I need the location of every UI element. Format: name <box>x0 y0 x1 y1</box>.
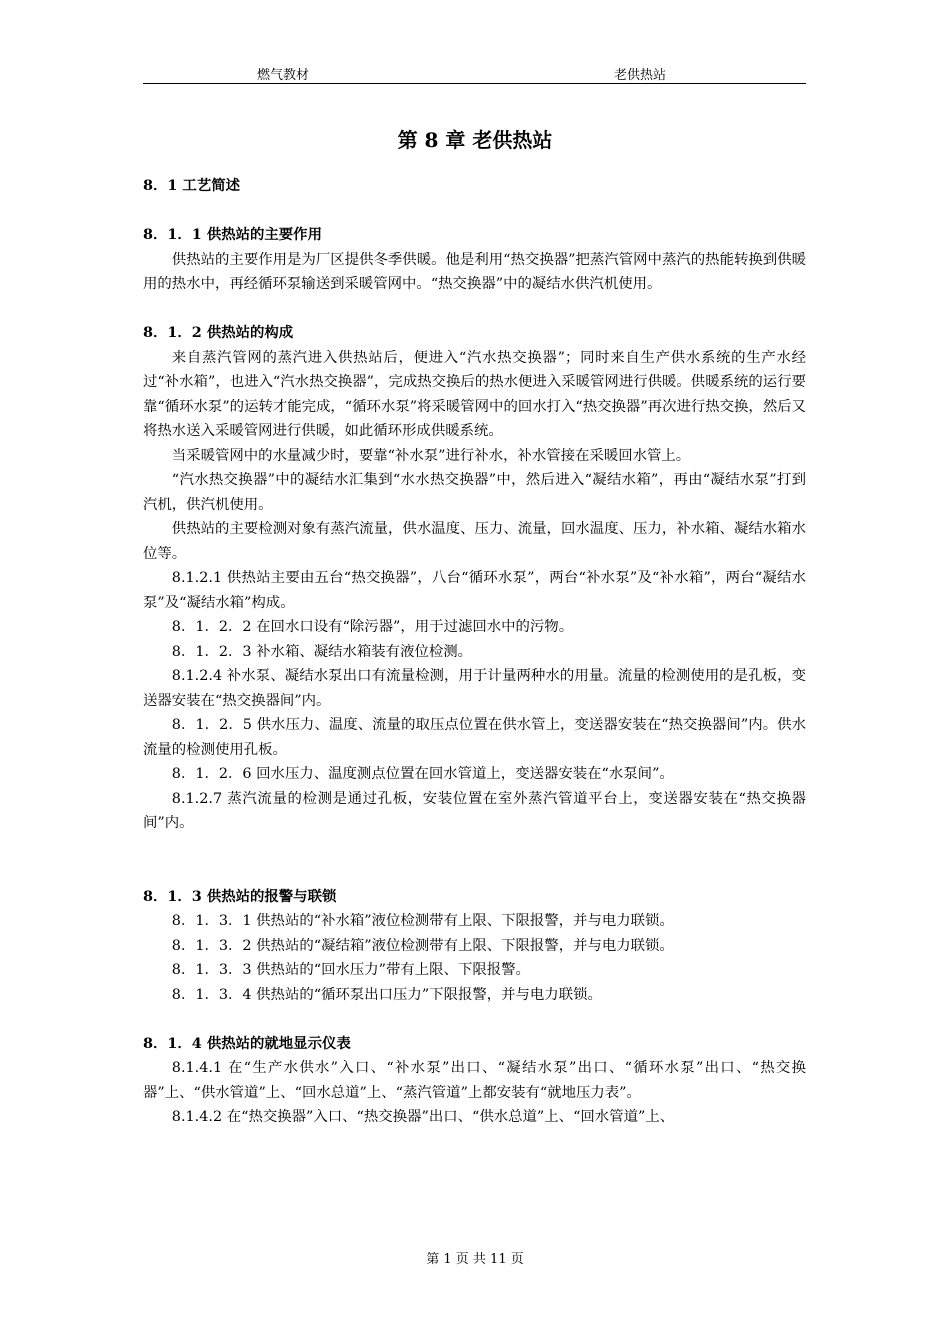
paragraph: 8．1．3．4 供热站的“循环泵出口压力”下限报警，并与电力联锁。 <box>171 986 602 1003</box>
header-right-text: 老供热站 <box>613 68 667 83</box>
paragraph: 8.1.2.7 蒸汽流量的检测是通过孔板，安装位置在室外蒸汽管道平台上，变送器安装在“热交换器间”内。 <box>143 790 806 831</box>
paragraph: 8.1.2.4 补水泵、凝结水泵出口有流量检测，用于计量两种水的用量。流量的检测使用的是孔板，变送器安装在“热交换器间”内。 <box>143 668 806 709</box>
section-heading-8-1: 8．1 工艺简述 <box>143 177 240 194</box>
paragraph: 8.1.4.1 在“生产水供水”入口、“补水泵”出口、“凝结水泵”出口、“循环水泵”出口、“热交换器”上、“供水管道”上、“回水总道”上、“蒸汽管道”上都安装有“就地压力表”。 <box>143 1060 806 1101</box>
paragraph: 8．1．2．5 供水压力、温度、流量的取压点位置在供水管上，变送器安装在“热交换器间”内。供水流量的检测使用孔板。 <box>143 717 806 758</box>
paragraph: “汽水热交换器”中的凝结水汇集到“水水热交换器”中，然后进入“凝结水箱”，再由“凝结水泵”打到汽机，供汽机使用。 <box>143 472 806 513</box>
section-heading-8-1-3: 8．1．3 供热站的报警与联锁 <box>143 887 337 905</box>
spacer <box>143 1007 806 1032</box>
paragraph: 供热站的主要检测对象有蒸汽流量，供水温度、压力、流量，回水温度、压力，补水箱、凝结水箱水位等。 <box>143 521 806 562</box>
document-body <box>143 174 806 1130</box>
paragraph: 供热站的主要作用是为厂区提供冬季供暖。他是利用“热交换器”把蒸汽管网中蒸汽的热能转换到供暖用的热水中，再经循环泵输送到采暖管网中。“热交换器”中的凝结水供汽机使用。 <box>143 251 806 292</box>
page-header <box>143 64 806 84</box>
section-heading-8-1-2: 8．1．2 供热站的构成 <box>143 324 294 341</box>
paragraph: 8．1．3．2 供热站的“凝结箱”液位检测带有上限、下限报警，并与电力联锁。 <box>171 937 674 954</box>
chapter-title: 第 8 章 老供热站 <box>397 128 553 152</box>
paragraph: 8.1.4.2 在“热交换器”入口、“热交换器”出口、“供水总道”上、“回水管道”上、 <box>171 1109 675 1125</box>
page-footer: 第 1 页 共 11 页 <box>426 1252 524 1267</box>
header-left-text: 燃气教材 <box>256 68 310 83</box>
paragraph: 8．1．2．2 在回水口设有“除污器”，用于过滤回水中的污物。 <box>171 619 574 635</box>
spacer <box>143 836 806 885</box>
paragraph: 8．1．3．3 供热站的“回水压力”带有上限、下限报警。 <box>171 962 530 978</box>
paragraph: 8．1．2．3 补水箱、凝结水箱装有液位检测。 <box>171 643 473 660</box>
paragraph: 8．1．2．6 回水压力、温度测点位置在回水管道上，变送器安装在“水泵间”。 <box>171 766 674 782</box>
section-heading-8-1-1: 8．1．1 供热站的主要作用 <box>143 226 322 243</box>
paragraph: 8.1.2.1 供热站主要由五台“热交换器”，八台“循环水泵”，两台“补水泵”及“补水箱”，两台“凝结水泵”及“凝结水箱”构成。 <box>143 570 806 611</box>
spacer <box>143 297 806 322</box>
paragraph: 来自蒸汽管网的蒸汽进入供热站后，便进入“汽水热交换器”；同时来自生产供水系统的生产水经过“补水箱”，也进入“汽水热交换器”，完成热交换后的热水便进入采暖管网进行供暖。供暖系统的运行要靠“循环水泵”的运转才能完成，“循环水泵”将采暖管网中的回水打入“热交换器”再次进行热交换，然后又将热水送入采暖管网进行供暖，如此循环形成供暖系统。 <box>143 349 806 439</box>
section-heading-8-1-4: 8．1．4 供热站的就地显示仪表 <box>143 1034 351 1052</box>
paragraph: 8．1．3．1 供热站的“补水箱”液位检测带有上限、下限报警，并与电力联锁。 <box>171 913 674 929</box>
paragraph: 当采暖管网中的水量减少时，要靠“补水泵”进行补水，补水管接在采暖回水管上。 <box>171 447 691 464</box>
spacer <box>143 199 806 224</box>
